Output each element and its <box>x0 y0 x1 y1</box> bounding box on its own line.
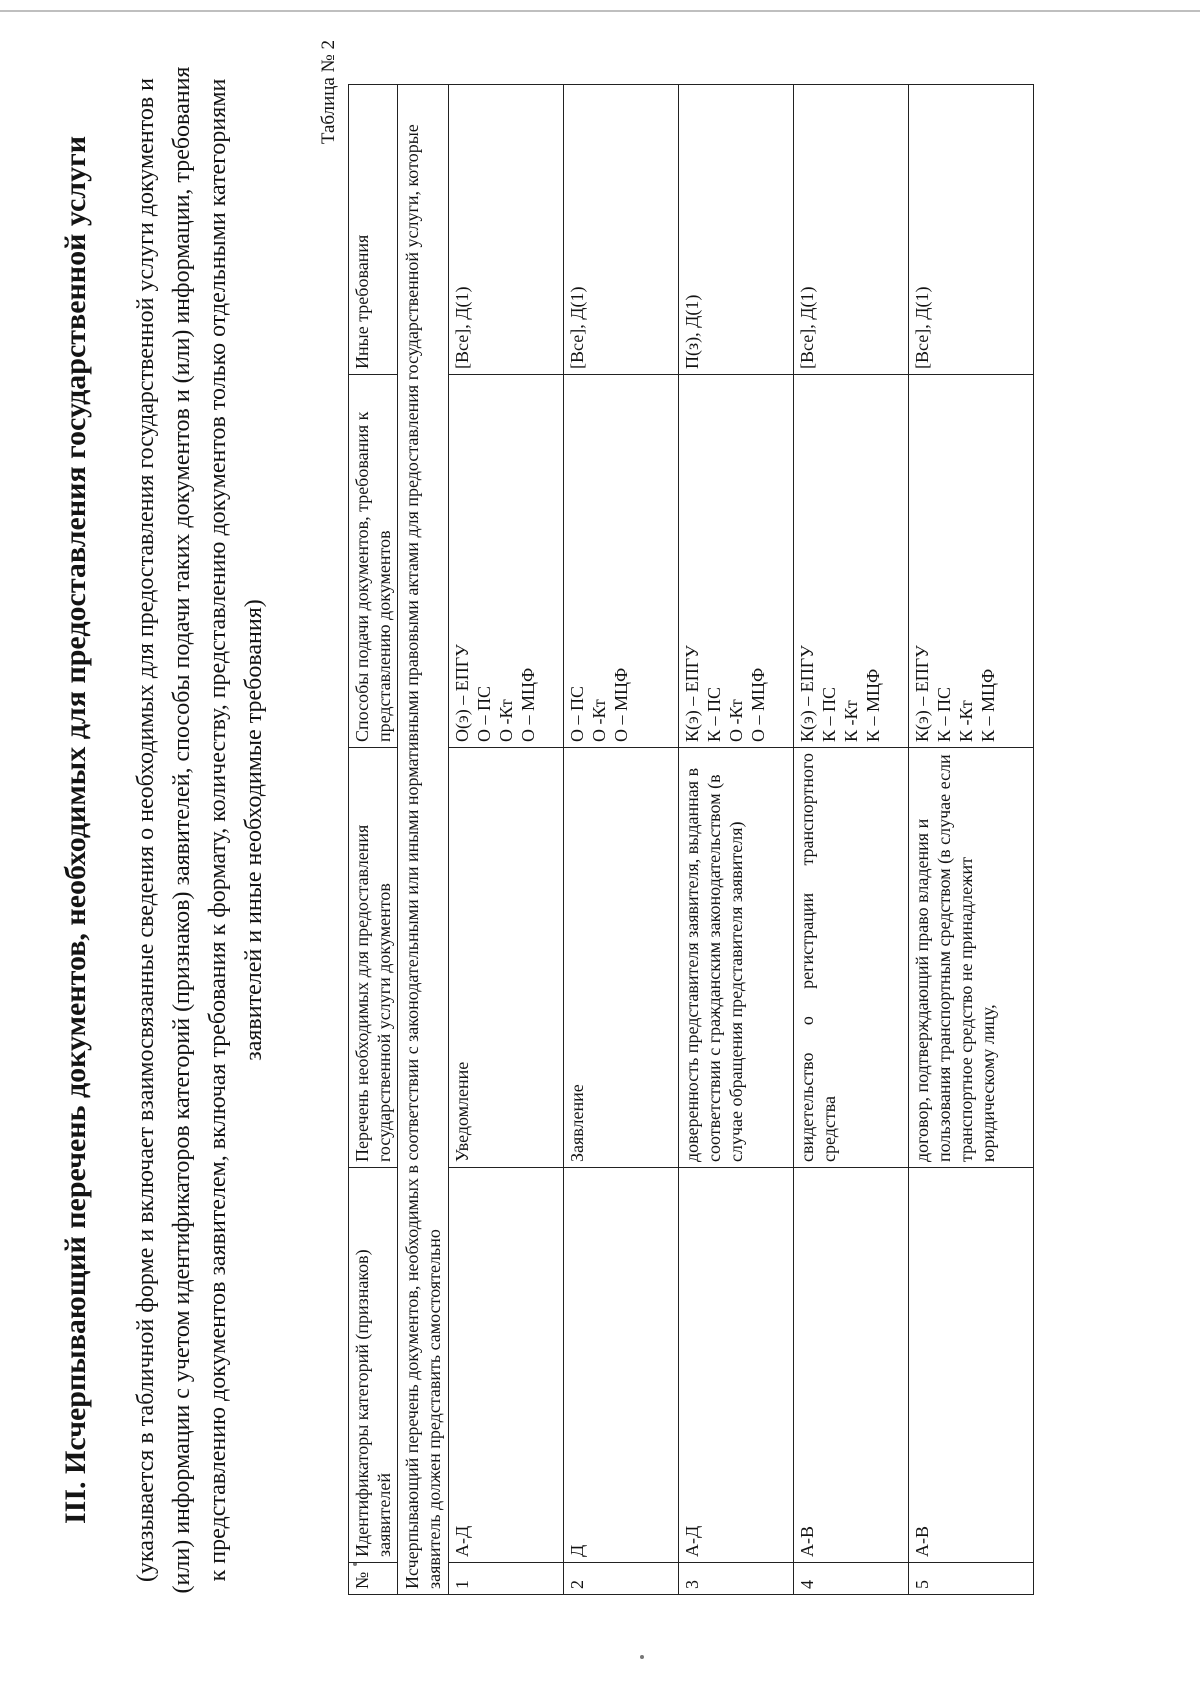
row-methods <box>794 375 909 748</box>
method-line: О -Кт <box>726 699 746 742</box>
row-categories: А-Д <box>449 1168 564 1563</box>
row-number: 5 <box>909 1563 1034 1595</box>
row-number: 1 <box>449 1563 564 1595</box>
row-other: [Все], Д(1) <box>909 85 1034 375</box>
row-number: 2 <box>564 1563 679 1595</box>
row-other: [Все], Д(1) <box>564 85 679 375</box>
row-document: договор, подтверждающий право владения и пользования транспортным средством (в случае если транспортное средство не принадлежит юридическому лицу, <box>909 748 1034 1168</box>
method-line: К – ПС <box>819 686 839 742</box>
method-line: О – МЦФ <box>611 667 631 742</box>
row-other: П(з), Д(1) <box>679 85 794 375</box>
table-row <box>564 85 679 1595</box>
section-row-text: Исчерпывающий перечень документов, необходимых в соответствии с законодательными или иными нормативными правовыми актами для предоставления государственной услуги, которые заявитель должен представить самостоятельно <box>398 85 449 1595</box>
method-line: К – ПС <box>704 686 724 742</box>
table-row <box>679 85 794 1595</box>
method-line: К – ПС <box>934 686 954 742</box>
method-line: К -Кт <box>841 700 861 742</box>
method-line: О -Кт <box>589 699 609 742</box>
method-line: О – ПС <box>567 685 587 742</box>
row-methods <box>564 375 679 748</box>
method-line: К – МЦФ <box>978 668 998 742</box>
header-methods: Способы подачи документов, требования к представлению документов <box>349 375 398 748</box>
row-number: 3 <box>679 1563 794 1595</box>
method-line: К(э) – ЕПГУ <box>682 645 702 742</box>
row-document: свидетельство о регистрации транспортного средства <box>794 748 909 1168</box>
method-line: О(э) – ЕПГУ <box>452 644 472 742</box>
method-line: О – МЦФ <box>518 667 538 742</box>
method-line: О – ПС <box>474 685 494 742</box>
row-methods <box>679 375 794 748</box>
method-line: О -Кт <box>496 699 516 742</box>
method-line: К -Кт <box>956 700 976 742</box>
header-other: Иные требования <box>349 85 398 375</box>
method-line: К(э) – ЕПГУ <box>797 645 817 742</box>
table-section-row <box>398 85 449 1595</box>
row-other: [Все], Д(1) <box>794 85 909 375</box>
documents-table <box>348 84 1034 1595</box>
row-categories: А-Д <box>679 1168 794 1563</box>
row-categories: А-В <box>794 1168 909 1563</box>
header-categories: Идентификаторы категорий (признаков) заявителей <box>349 1168 398 1563</box>
row-other: [Все], Д(1) <box>449 85 564 375</box>
table-row <box>449 85 564 1595</box>
row-methods <box>449 375 564 748</box>
method-line: К – МЦФ <box>863 668 883 742</box>
scan-speck <box>640 1655 644 1659</box>
row-number: 4 <box>794 1563 909 1595</box>
section-title: III. Исчерпывающий перечень документов, необходимых для предоставления государственной услуги <box>59 136 92 1524</box>
method-line: К(э) – ЕПГУ <box>912 645 932 742</box>
header-documents: Перечень необходимых для предоставления государственной услуги документов <box>349 748 398 1168</box>
table-number-label: Таблица № 2 <box>318 40 339 145</box>
header-number: № <box>349 1563 398 1595</box>
row-document: Заявление <box>564 748 679 1168</box>
row-document: доверенность представителя заявителя, выданная в соответствии с гражданским законодательством (в случае обращения представителя заявителя) <box>679 748 794 1168</box>
row-categories: Д <box>564 1168 679 1563</box>
row-document: Уведомление <box>449 748 564 1168</box>
table-row <box>794 85 909 1595</box>
section-description: (указывается в табличной форме и включает взаимосвязанные сведения о необходимых для предоставления государственной услуги документов и (или) информации с учетом идентификаторов категорий (признаков) заявителей, способы подачи таких документов и (или) информации, требования к представлению документов заявителем, включая требования к формату, количеству, представлению документов только отдельными категориями заявителей и иные необходимые требования) <box>133 66 267 1594</box>
method-line: О – МЦФ <box>748 667 768 742</box>
table-row <box>909 85 1034 1595</box>
table-header-row <box>349 85 398 1595</box>
row-categories: А-В <box>909 1168 1034 1563</box>
row-methods <box>909 375 1034 748</box>
